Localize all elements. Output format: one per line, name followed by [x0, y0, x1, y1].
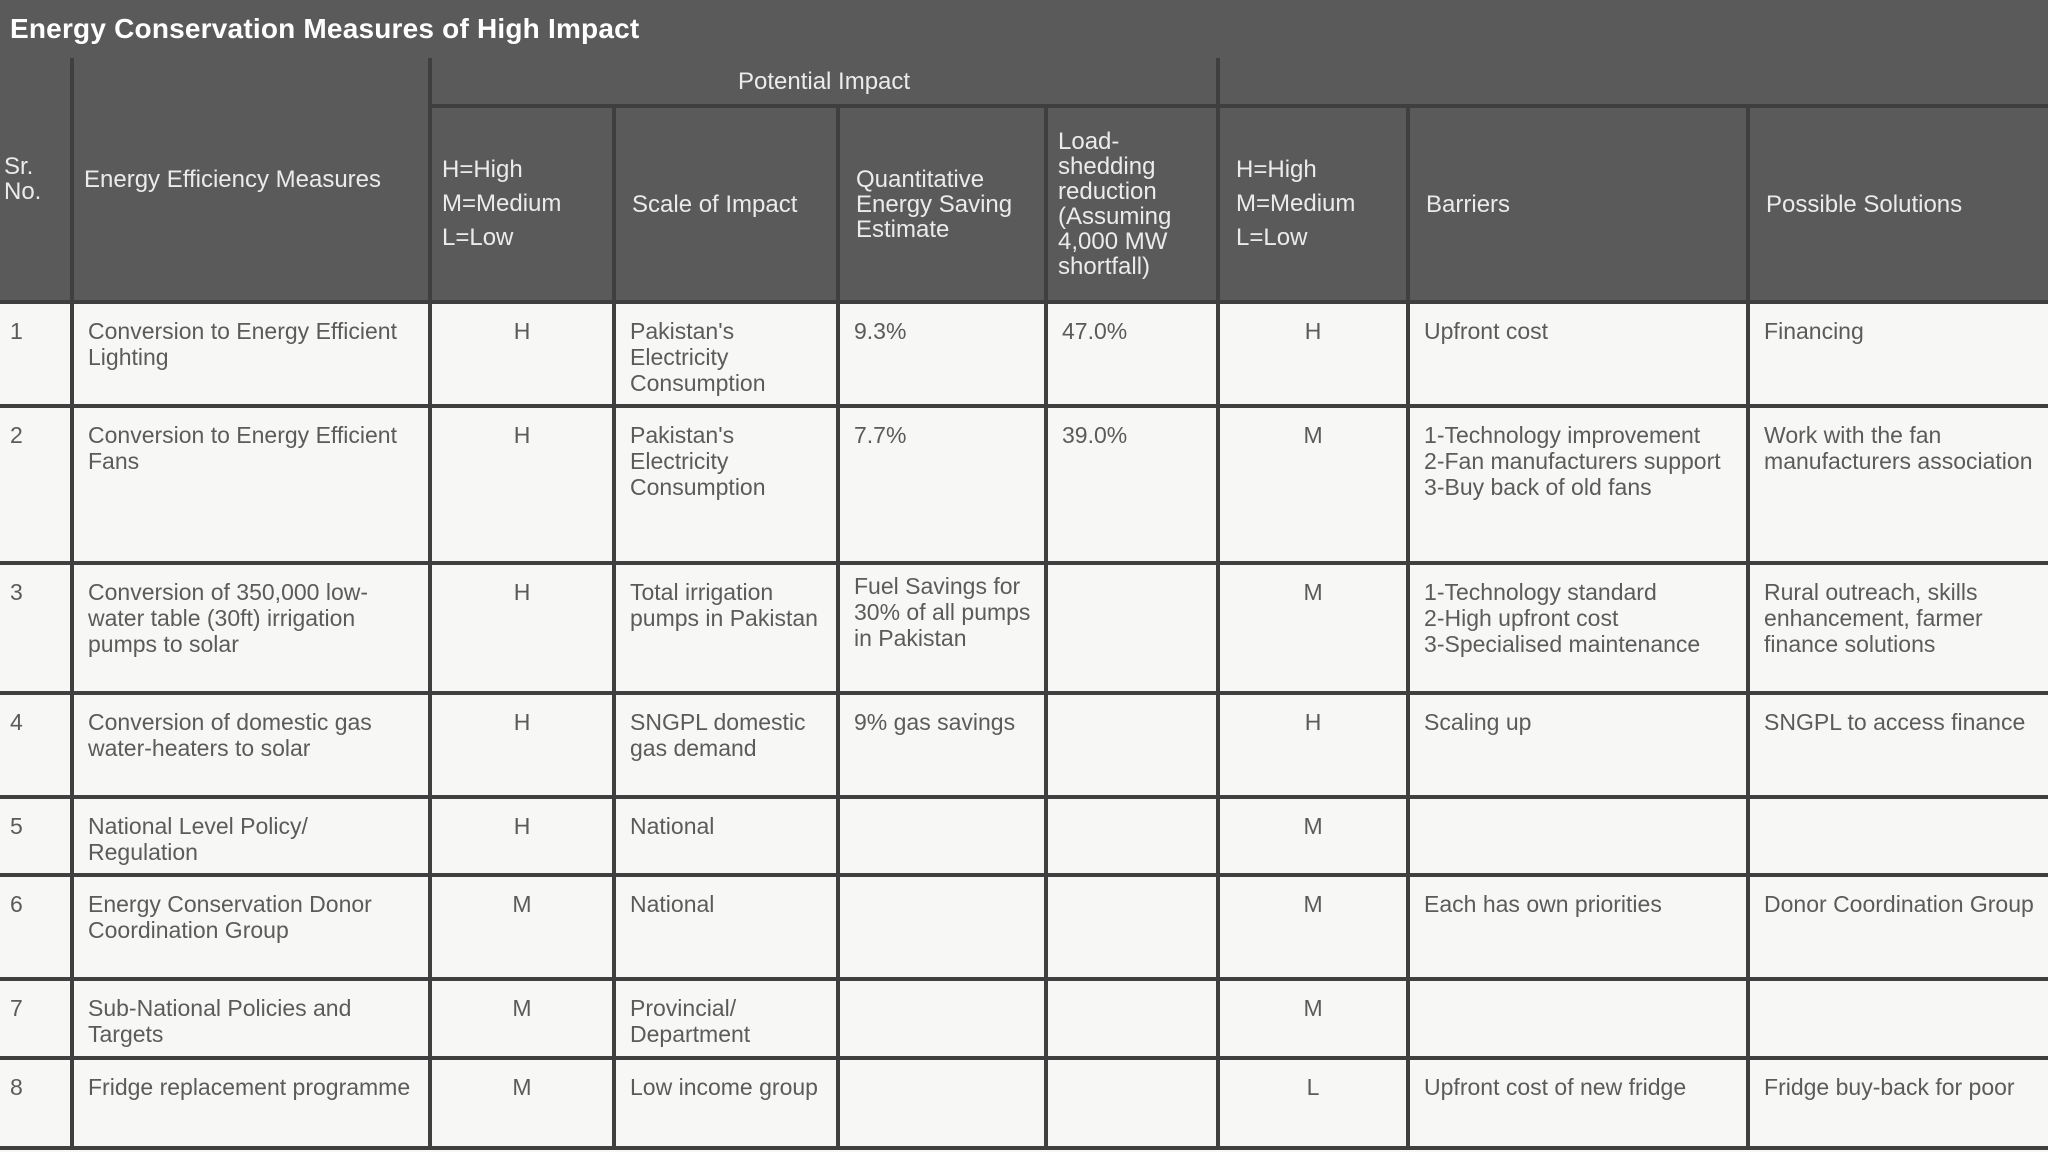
cell-load: 39.0% [1046, 406, 1218, 563]
legend-low: L=Low [1236, 224, 1308, 251]
barrier-item: 3-Specialised maintenance [1424, 631, 1701, 657]
cell-sr: 6 [0, 875, 72, 979]
barrier-item: 3-Buy back of old fans [1424, 474, 1652, 500]
cell-sr: 5 [0, 797, 72, 875]
cell-feasibility: M [1218, 406, 1408, 563]
table-row [0, 1058, 2048, 1148]
cell-sr: 7 [0, 979, 72, 1058]
cell-barriers [1408, 979, 1748, 1058]
barrier-item: 2-Fan manufacturers support [1424, 448, 1721, 474]
cell-solutions: Donor Coordination Group [1748, 875, 2048, 979]
cell-sr: 4 [0, 693, 72, 797]
cell-impact: H [430, 693, 614, 797]
cell-feasibility: M [1218, 563, 1408, 693]
header-loadshedding: Load-shedding reduction (Assuming 4,000 MW shortfall) [1046, 106, 1218, 302]
cell-quant: Fuel Savings for 30% of all pumps in Pakistan [838, 563, 1046, 693]
cell-load [1046, 875, 1218, 979]
header-scale: Scale of Impact [614, 106, 838, 302]
cell-impact: H [430, 406, 614, 563]
cell-solutions [1748, 979, 2048, 1058]
cell-impact: H [430, 797, 614, 875]
cell-solutions: Work with the fan manufacturers association [1748, 406, 2048, 563]
cell-feasibility: M [1218, 875, 1408, 979]
cell-solutions: Rural outreach, skills enhancement, farmer finance solutions [1748, 563, 2048, 693]
cell-impact: M [430, 875, 614, 979]
cell-scale: Pakistan's Electricity Consumption [614, 302, 838, 406]
cell-measure: National Level Policy/ Regulation [72, 797, 430, 875]
cell-measure: Conversion of 350,000 low-water table (30ft) irrigation pumps to solar [72, 563, 430, 693]
cell-scale: National [614, 875, 838, 979]
cell-impact: H [430, 302, 614, 406]
cell-quant [838, 979, 1046, 1058]
cell-impact: M [430, 979, 614, 1058]
header-solutions: Possible Solutions [1748, 106, 2048, 302]
cell-scale: Provincial/ Department [614, 979, 838, 1058]
cell-impact: H [430, 563, 614, 693]
header-row-group [0, 58, 2048, 106]
barrier-item: 2-High upfront cost [1424, 605, 1619, 631]
table-row [0, 979, 2048, 1058]
cell-load: 47.0% [1046, 302, 1218, 406]
cell-quant [838, 1058, 1046, 1148]
table-row [0, 693, 2048, 797]
table-row [0, 875, 2048, 979]
cell-barriers [1408, 875, 1748, 979]
table-row [0, 797, 2048, 875]
cell-measure: Fridge replacement programme [72, 1058, 430, 1148]
barrier-item: Scaling up [1424, 709, 1532, 735]
cell-sr: 1 [0, 302, 72, 406]
cell-solutions: Financing [1748, 302, 2048, 406]
cell-scale: Pakistan's Electricity Consumption [614, 406, 838, 563]
cell-scale: Low income group [614, 1058, 838, 1148]
header-group-blank [1218, 58, 2048, 106]
cell-feasibility: H [1218, 693, 1408, 797]
table-row [0, 302, 2048, 406]
cell-barriers [1408, 797, 1748, 875]
cell-scale: National [614, 797, 838, 875]
header-potential-impact: Potential Impact [430, 58, 1218, 106]
cell-sr: 8 [0, 1058, 72, 1148]
cell-measure: Energy Conservation Donor Coordination Group [72, 875, 430, 979]
cell-barriers [1408, 406, 1748, 563]
barrier-item: Upfront cost [1424, 318, 1549, 344]
legend-medium: M=Medium [442, 190, 562, 217]
cell-impact: M [430, 1058, 614, 1148]
cell-load [1046, 1058, 1218, 1148]
cell-load [1046, 979, 1218, 1058]
legend-high: H=High [1236, 156, 1317, 183]
cell-barriers [1408, 302, 1748, 406]
legend-low: L=Low [442, 224, 514, 251]
cell-measure: Sub-National Policies and Targets [72, 979, 430, 1058]
cell-measure: Conversion to Energy Efficient Fans [72, 406, 430, 563]
table-row [0, 406, 2048, 563]
cell-barriers [1408, 693, 1748, 797]
header-impact-level [430, 106, 614, 302]
cell-load [1046, 797, 1218, 875]
cell-quant [838, 797, 1046, 875]
cell-sr: 2 [0, 406, 72, 563]
measures-table [0, 58, 2048, 1150]
cell-load [1046, 563, 1218, 693]
header-feasibility-level [1218, 106, 1408, 302]
barrier-item: Upfront cost of new fridge [1424, 1074, 1687, 1100]
cell-measure: Conversion of domestic gas water-heaters to solar [72, 693, 430, 797]
cell-quant: 9.3% [838, 302, 1046, 406]
legend-medium: M=Medium [1236, 190, 1356, 217]
cell-feasibility: L [1218, 1058, 1408, 1148]
cell-load [1046, 693, 1218, 797]
cell-sr: 3 [0, 563, 72, 693]
cell-quant: 9% gas savings [838, 693, 1046, 797]
header-barriers: Barriers [1408, 106, 1748, 302]
cell-solutions: Fridge buy-back for poor [1748, 1058, 2048, 1148]
table-row [0, 563, 2048, 693]
header-measures: Energy Efficiency Measures [72, 58, 430, 302]
barrier-item: 1-Technology improvement [1424, 422, 1701, 448]
cell-scale: Total irrigation pumps in Pakistan [614, 563, 838, 693]
legend-high: H=High [442, 156, 523, 183]
cell-scale: SNGPL domestic gas demand [614, 693, 838, 797]
cell-quant [838, 875, 1046, 979]
cell-feasibility: M [1218, 797, 1408, 875]
barrier-item: 1-Technology standard [1424, 579, 1657, 605]
cell-solutions: SNGPL to access finance [1748, 693, 2048, 797]
cell-feasibility: H [1218, 302, 1408, 406]
cell-measure: Conversion to Energy Efficient Lighting [72, 302, 430, 406]
cell-barriers [1408, 563, 1748, 693]
cell-feasibility: M [1218, 979, 1408, 1058]
header-sr-no: Sr. No. [0, 58, 72, 302]
cell-solutions [1748, 797, 2048, 875]
cell-barriers [1408, 1058, 1748, 1148]
header-quantitative: Quantitative Energy Saving Estimate [838, 106, 1046, 302]
barrier-item: Each has own priorities [1424, 891, 1662, 917]
cell-quant: 7.7% [838, 406, 1046, 563]
table-title: Energy Conservation Measures of High Impact [0, 0, 2048, 58]
